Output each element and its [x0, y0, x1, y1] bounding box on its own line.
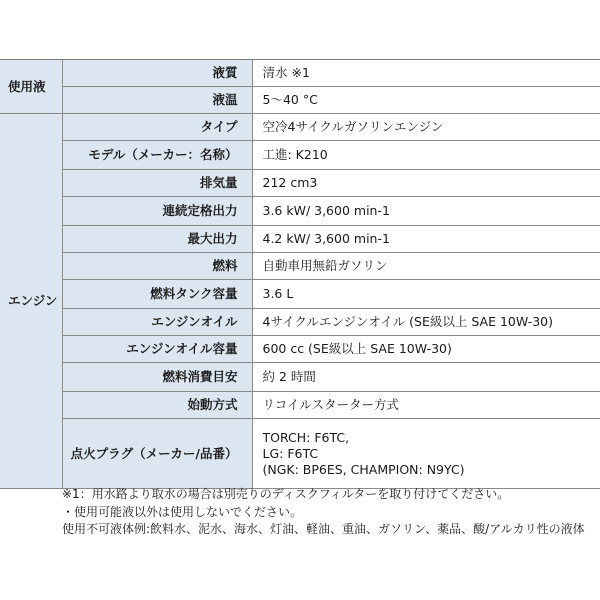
spec-value-line: 清水 ※1	[262, 65, 310, 80]
spec-value	[252, 60, 600, 87]
spec-value	[252, 87, 600, 114]
spec-row	[0, 141, 600, 170]
spec-value-line: 3.6 kW/ 3,600 min-1	[262, 203, 390, 218]
spec-value-line: 空冷4サイクルガソリンエンジン	[262, 119, 444, 134]
spec-row	[0, 226, 600, 253]
spec-value-line: 3.6 L	[262, 286, 294, 301]
spec-label: エンジンオイル容量	[62, 336, 252, 363]
spec-value-line: 5～40 °C	[262, 92, 318, 107]
spec-value-line: 600 cc (SE級以上 SAE 10W-30)	[262, 341, 452, 356]
spec-value	[252, 309, 600, 336]
spec-value-line: 自動車用無鉛ガソリン	[262, 258, 388, 273]
spec-value-line: リコイルスターター方式	[262, 397, 400, 412]
spec-label: 始動方式	[62, 392, 252, 419]
spec-value	[252, 419, 600, 489]
spec-label: 液温	[62, 87, 252, 114]
spec-row	[0, 280, 600, 309]
spec-value	[252, 363, 600, 392]
note-1: ※1：用水路より取水の場合は別売りのディスクフィルターを取り付けてください。	[62, 487, 510, 501]
spec-row	[0, 87, 600, 114]
spec-label: 点火プラグ（メーカー/品番）	[62, 419, 252, 489]
spec-value-line: 約 2 時間	[262, 369, 316, 384]
spec-label: 液質	[62, 60, 252, 87]
spec-label: 最大出力	[62, 226, 252, 253]
spec-label: 燃料	[62, 253, 252, 280]
group-label: 使用液	[0, 60, 62, 114]
spec-row	[0, 60, 600, 87]
spec-label: 排気量	[62, 170, 252, 197]
spec-value-line: LG: F6TC	[262, 445, 319, 461]
spec-row	[0, 114, 600, 141]
spec-value	[252, 226, 600, 253]
spec-value	[252, 336, 600, 363]
spec-value	[252, 114, 600, 141]
spec-value-line: (NGK: BP6ES, CHAMPION: N9YC)	[262, 461, 465, 477]
spec-row	[0, 363, 600, 392]
spec-row	[0, 253, 600, 280]
spec-value	[252, 170, 600, 197]
notes	[62, 486, 598, 539]
spec-value-line: 212 cm3	[262, 175, 318, 190]
spec-value-line: TORCH: F6TC,	[262, 429, 350, 445]
note-3: 使用不可液体例:飲料水、泥水、海水、灯油、軽油、重油、ガソリン、薬品、酸/アルカリ性の液体	[62, 522, 585, 536]
spec-row	[0, 309, 600, 336]
spec-label: エンジンオイル	[62, 309, 252, 336]
spec-row	[0, 170, 600, 197]
spec-row	[0, 336, 600, 363]
spec-label: タイプ	[62, 114, 252, 141]
spec-value-line: 4サイクルエンジンオイル (SE級以上 SAE 10W-30)	[262, 314, 554, 329]
spec-label: 燃料タンク容量	[62, 280, 252, 309]
spec-label: 連続定格出力	[62, 197, 252, 226]
spec-row	[0, 419, 600, 489]
spec-table	[0, 59, 600, 489]
spec-value	[252, 141, 600, 170]
spec-label: 燃料消費目安	[62, 363, 252, 392]
spec-value	[252, 197, 600, 226]
spec-value	[252, 392, 600, 419]
spec-value-line: 工進: K210	[262, 147, 328, 162]
group-label: エンジン	[0, 114, 62, 489]
spec-value	[252, 280, 600, 309]
spec-row	[0, 197, 600, 226]
note-2: ・使用可能液以外は使用しないでください。	[62, 504, 303, 519]
spec-row	[0, 392, 600, 419]
spec-value	[252, 253, 600, 280]
spec-value-line: 4.2 kW/ 3,600 min-1	[262, 231, 390, 246]
spec-label: モデル（メーカー：名称）	[62, 141, 252, 170]
